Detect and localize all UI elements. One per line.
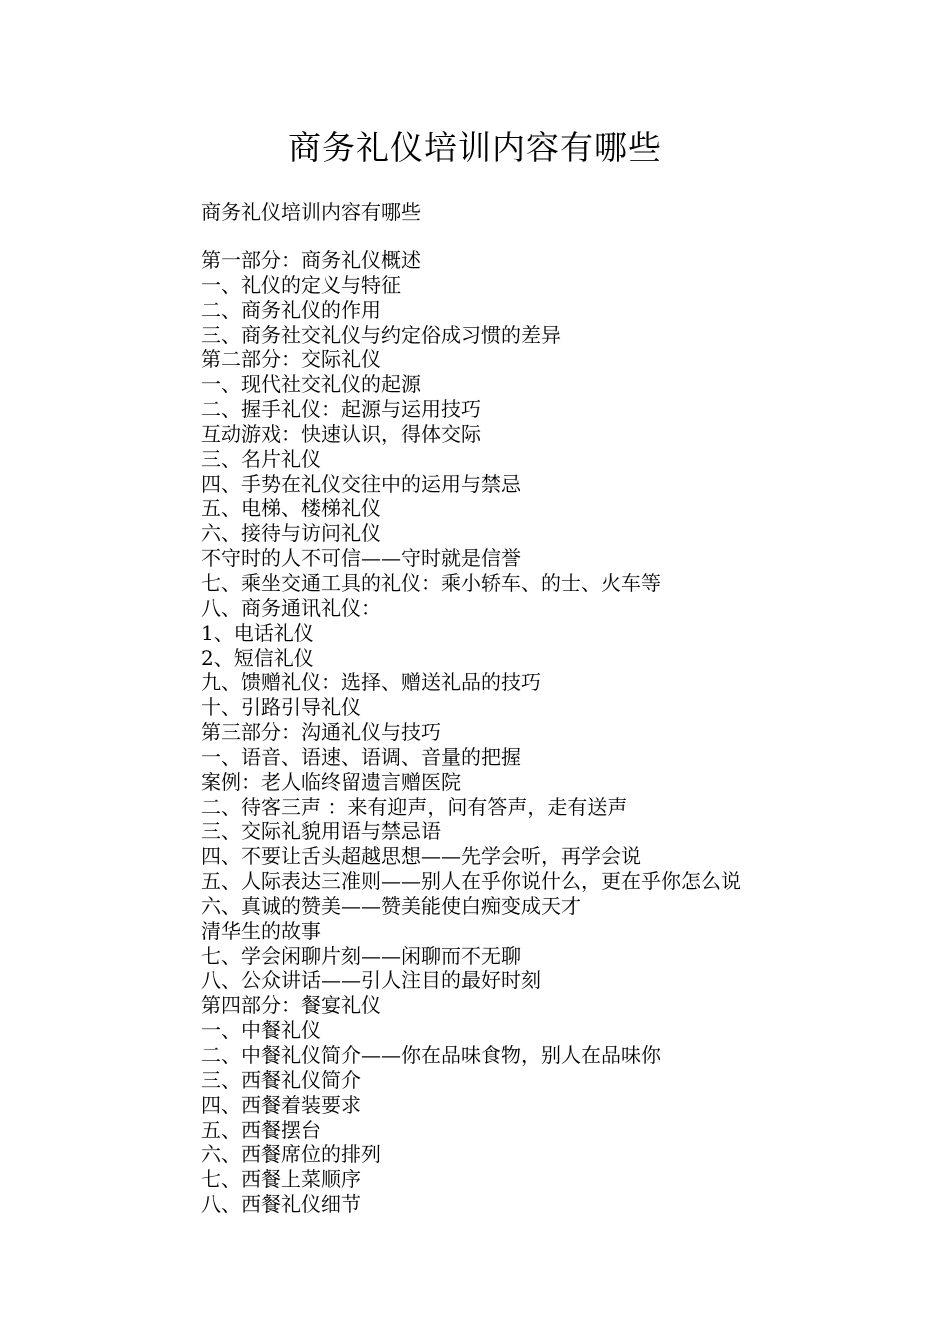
- outline-line: 一、语音、语速、语调、音量的把握: [201, 744, 521, 769]
- outline-line: 不守时的人不可信——守时就是信誉: [201, 546, 521, 571]
- outline-line: 四、不要让舌头超越思想——先学会听，再学会说: [201, 844, 641, 869]
- outline-line: 八、商务通讯礼仪：: [201, 595, 381, 620]
- outline-line: 六、真诚的赞美——赞美能使白痴变成天才: [201, 893, 581, 918]
- outline-line: 八、公众讲话——引人注目的最好时刻: [201, 968, 541, 993]
- outline-line: 八、西餐礼仪细节: [201, 1192, 361, 1217]
- outline-line: 五、人际表达三准则——别人在乎你说什么，更在乎你怎么说: [201, 869, 741, 894]
- document-title: 商务礼仪培训内容有哪些: [288, 128, 662, 167]
- outline-line: 第四部分：餐宴礼仪: [201, 993, 381, 1018]
- outline-line: 互动游戏：快速认识，得体交际: [201, 421, 481, 446]
- outline-line: 第一部分：商务礼仪概述: [201, 248, 421, 272]
- outline-line: 三、名片礼仪: [201, 446, 321, 471]
- outline-line: 清华生的故事: [201, 918, 321, 943]
- outline-line: 一、现代社交礼仪的起源: [201, 372, 421, 397]
- outline-line: 六、西餐席位的排列: [201, 1142, 381, 1167]
- outline-line: 四、手势在礼仪交往中的运用与禁忌: [201, 471, 521, 496]
- outline-line: 五、西餐摆台: [201, 1117, 321, 1142]
- outline-list: [201, 248, 901, 1217]
- outline-line: 一、礼仪的定义与特征: [201, 272, 401, 297]
- outline-line: 七、西餐上菜顺序: [201, 1167, 361, 1192]
- outline-line: 七、乘坐交通工具的礼仪：乘小轿车、的士、火车等: [201, 570, 661, 595]
- outline-line: 2、短信礼仪: [201, 645, 314, 670]
- outline-line: 四、西餐着装要求: [201, 1092, 361, 1117]
- outline-line: 二、商务礼仪的作用: [201, 297, 381, 322]
- outline-line: 五、电梯、楼梯礼仪: [201, 496, 381, 521]
- outline-line: 二、握手礼仪：起源与运用技巧: [201, 397, 481, 422]
- outline-line: 三、商务社交礼仪与约定俗成习惯的差异: [201, 322, 561, 347]
- outline-line: 三、西餐礼仪简介: [201, 1067, 361, 1092]
- outline-line: 九、馈赠礼仪：选择、赠送礼品的技巧: [201, 670, 541, 695]
- outline-line: 第三部分：沟通礼仪与技巧: [201, 720, 441, 745]
- document-subtitle: 商务礼仪培训内容有哪些: [201, 200, 421, 224]
- outline-line: 一、中餐礼仪: [201, 1018, 321, 1043]
- outline-line: 六、接待与访问礼仪: [201, 521, 381, 546]
- outline-line: 案例：老人临终留遗言赠医院: [201, 769, 461, 794]
- outline-line: 第二部分：交际礼仪: [201, 347, 381, 372]
- outline-line: 十、引路引导礼仪: [201, 695, 361, 720]
- outline-line: 七、学会闲聊片刻——闲聊而不无聊: [201, 943, 521, 968]
- outline-line: 1、电话礼仪: [201, 620, 314, 645]
- outline-line: 三、交际礼貌用语与禁忌语: [201, 819, 441, 844]
- outline-line: 二、待客三声 ：来有迎声，问有答声，走有送声: [201, 794, 628, 819]
- outline-line: 二、中餐礼仪简介——你在品味食物，别人在品味你: [201, 1043, 661, 1067]
